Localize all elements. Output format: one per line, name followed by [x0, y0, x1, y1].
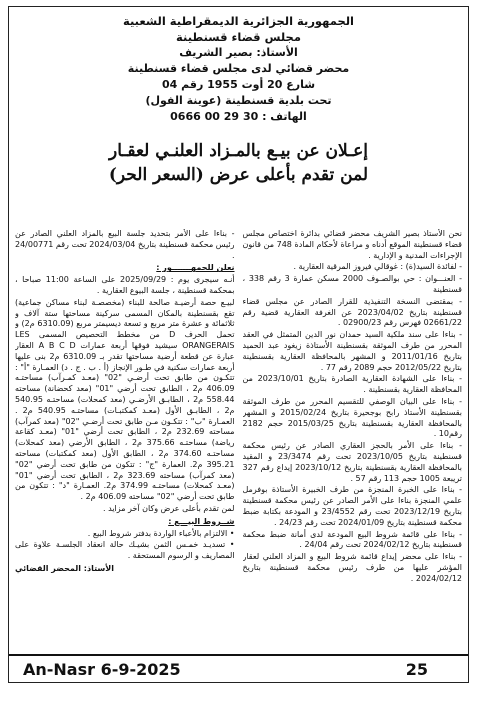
right-column: [243, 229, 463, 640]
office-municipality: تحت بلدية قسنطينة (عوينة الفول): [145, 94, 332, 107]
bailiff-office: محضر قضائي لدى مجلس قضاء قسنطينة: [127, 62, 350, 75]
paragraph: - لفائدة السيد(ة) : غوقالي فيروز المرقية العقارية .: [293, 262, 462, 272]
paragraph: نحن الأستاذ بصير الشريف محضر قضائي بدائرة اختصاص مجلس قضاء قسنطينة الموقع أدناه و مراعاة لأحكام المادة 748 من قانون الإجراءات المدنية و الإدارية .: [242, 229, 462, 260]
title-line-2: لمن تقدم بأعلى عرض (السعر الحر): [108, 165, 369, 185]
paragraph: - بناءا على محضر إيداع قائمة شروط البيع و المزاد العلني لعقار المؤشر عليها من طرف رئيس محكمة قسنطينة بتاريخ 2024/02/12 .: [242, 552, 462, 583]
paragraph: - العنـــوان : حي بوالصـوف 2000 مسكن عمارة 3 رقم 338 ، قسنطينة: [242, 274, 462, 294]
court-council: مجلس قضاء قسنطينة: [176, 30, 301, 44]
condition-item: • الالتزام بالأعباء الواردة بدفتر شروط البيع .: [87, 528, 235, 538]
page-footer: [9, 654, 468, 682]
paragraph: - بناءا على الخبرة المنجزة من طرف الخبيرة الأستاذة بوفرمل علمي المنجزة بناءا على الأمر الصادر عن رئيس محكمة قسنطينة بتاريخ 2023/12/19 تحت رقم 23/4552 و المودعة بكتابة ضبط محكمة قسنطينة بتاريخ 2024/01/09 تحت رقم 24/23 .: [242, 485, 462, 527]
paragraph: - بناءا على الأمر بتحديد جلسة البيع بالمزاد العلني الصادر عن رئيس محكمة قسنطينة بتاريخ 2024/03/04 تحت رقم 24/00771 .: [15, 229, 235, 260]
paragraph: - بناءا على سند ملكية السيد حمدان نور الدين المتمثل في العقد المحرر من طرف الموثقة بقسنطينة الأستاذة زيغود عبد الحميد بتاريخ 2011/01/16 و المشهر بالمحافظة العقارية بقسنطينة بتاريخ 2012/05/22 حجم 2089 رقم 77 .: [242, 330, 462, 372]
bailiff-header: [9, 7, 468, 125]
publication-date: An-Nasr 6-9-2025: [23, 659, 181, 679]
newspaper-page: [8, 6, 469, 683]
signature: الأستاذ: المحضر القضائي: [15, 563, 114, 573]
paragraph: أنـه سيجرى يوم : 2025/09/29 على الساعة 11:00 صباحا ، بمحكمة قسنطينة ، جلسة البيوع العقارية .: [15, 275, 235, 295]
left-column: [15, 229, 235, 640]
title-line-1: إعـلان عن بيـع بالمـزاد العلنـي لعقـار: [109, 141, 368, 161]
paragraph: لمن تقدم بأعلى عرض وكان آخر مزايد .: [103, 503, 235, 513]
conditions-heading: شــروط البيـــع :: [168, 516, 235, 526]
republic-name: الجمهورية الجزائرية الديمقراطية الشعبية: [122, 14, 354, 28]
condition-item: • تسديـد خمـس الثمن بشيـك حالة انعقاد الجلسـة علاوة على المصاريف و الرسوم المستحقة .: [15, 540, 235, 561]
paragraph: - بمقتضى النسخة التنفيذية للقرار الصادر عن مجلس قضاء قسنطينة بتاريخ 2023/04/02 عن الغرفة العقارية قضية رقم 02661/22 فهرس رقم 02900/23 .: [242, 296, 462, 328]
property-description: لبيـع حصة أرضيـة صالحة للبناء (مخصصـة لبناء مساكن جماعية) تقع بقسنطينة بالمكان المسمى سركينة مساحتها ستة آلاف و ثلاثمائة و عشرة متر مربع و تسعة ديسيمتر مربع (6310.09 م2) و تحمل الحرف D من مخطط التحصيص المسمى LES ORANGERAIS سيشيد فوقها أربعة عمارات A B C D العقار عبارة عن قطعة أرضية مساحتها تقدر بـ 6310.09 م2 بنى عليها أربعة عمارات سكنية في طـور الإنجاز (أ . ب . ج . د) العمـارة "أ" : تتكـون من طابق تحت أرضـي "02" (معـد كمـرآب) مساحتـه 406.09 م2 ، الطابق تحت أرضي "01" (معد كحضانة) مساحته 558.44 م2 ، الطابـق الأرضـي (معد كمحلات) مساحتـه 540.95 م2 ، الطابـق الأول (معـد كمكتبـات) مساحتـه 540.95 م2 . العمـارة "ب" : تتكـون مـن طابق تحت أرضـي "02" (معد كمرآب) مساحته 232.69 م2 ، الطابق تحت أرضي "01" (معـد كقاعة رياضة) مساحتـه 375.66 م2 ، الطابق الأرضي (معد كمحلات) مساحتـه 374.60 م2 ، الطابق الأول (معد كمكتبات) مساحته 395.21 م2. العمارة "ج" : تتكون من طابق تحت أرضي "02" (معد كمرآب) مساحته 323.69 م2 ، الطابق تحت أرضي "01" (معـد كمحلات) مساحتـه 374.99 م2. العمـارة "د" : تتكون من طابق تحت أرضي "02" مساحته 406.09 م2 .: [15, 297, 235, 502]
office-phone: الهاتف : 30 29 00 0666: [170, 110, 307, 123]
page-number: 25: [405, 659, 428, 679]
public-notice-heading: نعلن للجمهـــــــور :: [156, 263, 235, 273]
announcement-body: [15, 229, 462, 640]
paragraph: - بناءا على قائمة شروط البيع المودعة لدى أمانة ضبط محكمة قسنطينة بتاريخ 2024/02/12 تحت رقم 24/04 .: [242, 529, 462, 550]
paragraph: - بناءا على الشهادة العقارية الصادرة بتاريخ 2023/10/01 من المحافظة العقارية بقسنطينة .: [242, 374, 462, 395]
announcement-title: [9, 139, 468, 187]
office-address: شارع 20 أوت 1955 رقم 04: [161, 78, 316, 91]
bailiff-name: الأستاذ: بصير الشريف: [179, 46, 298, 59]
paragraph: - بناءا على الأمر بالحجز العقاري الصادر عن رئيس محكمة قسنطينة بتاريخ 2023/10/05 تحت رقم 23/3474 و المقيد بالمحافظة العقارية بقسنطينة بتاريخ 2023/10/12 إيداع رقم 327 تريبعة 1005 حجم 113 رقم 57 .: [242, 441, 462, 483]
paragraph: - بناءا على البيان الوصفي للتقسيم المحرر من طرف الموثقة بقسنطينة الأستاذ رابح بوجحيرة بتاريخ 2015/02/24 و المشهر بالمحافظة العقارية بقسنطينة بتاريخ 2015/03/25 حجم 2182 رقم10 .: [242, 396, 462, 439]
